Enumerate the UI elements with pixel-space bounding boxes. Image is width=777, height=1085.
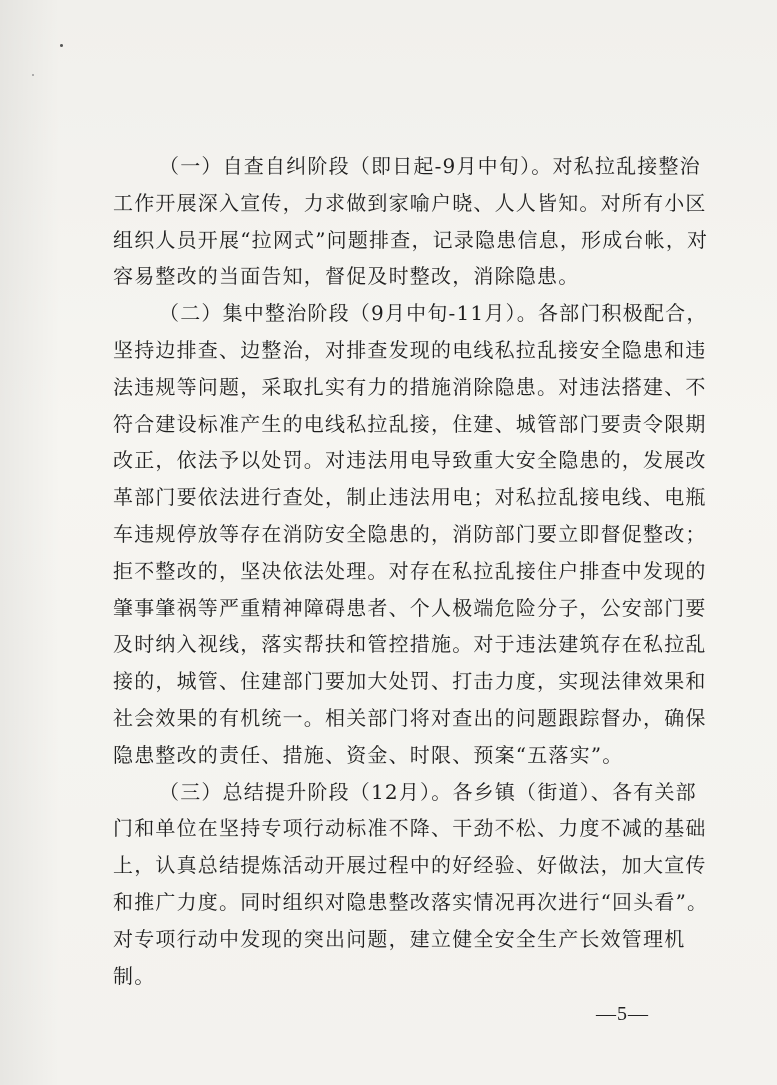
text-line: 上，认真总结提炼活动开展过程中的好经验、好做法，加大宣传 [113,853,707,878]
text-line: 拒不整改的，坚决依法处理。对存在私拉乱接住户排查中发现的 [113,558,707,583]
text-line: 法违规等问题，采取扎实有力的措施消除隐患。对违法搭建、不 [113,374,707,399]
text-line: 门和单位在坚持专项行动标准不降、干劲不松、力度不减的基础 [113,816,707,841]
text-line: 肇事肇祸等严重精神障碍患者、个人极端危险分子，公安部门要 [113,595,707,620]
text-line: 革部门要依法进行查处，制止违法用电；对私拉乱接电线、电瓶 [113,485,707,510]
text-line: 容易整改的当面告知，督促及时整改，消除隐患。 [113,264,580,289]
text-line: （二）集中整治阶段（9月中旬-11月）。各部门积极配合， [159,301,708,326]
scan-speck [32,74,34,76]
text-line: 及时纳入视线，落实帮扶和管控措施。对于违法建筑存在私拉乱 [113,632,707,657]
text-line: 工作开展深入宣传，力求做到家喻户晓、人人皆知。对所有小区 [113,190,707,215]
text-line: 改正，依法予以处罚。对违法用电导致重大安全隐患的，发展改 [113,448,707,473]
page-number: —5— [596,1003,649,1025]
text-line: 对专项行动中发现的突出问题，建立健全安全生产长效管理机 [113,926,686,951]
text-line: 车违规停放等存在消防安全隐患的，消防部门要立即督促整改； [113,521,707,546]
text-line: 和推广力度。同时组织对隐患整改落实情况再次进行“回头看”。 [113,889,709,914]
text-line: （一）自查自纠阶段（即日起-9月中旬）。对私拉乱接整治 [159,154,701,178]
text-line: 符合建设标准产生的电线私拉乱接，住建、城管部门要责令限期 [113,411,707,436]
text-line: 坚持边排查、边整治，对排查发现的电线私拉乱接安全隐患和违 [113,337,707,362]
text-line: 组织人员开展“拉网式”问题排查，记录隐患信息，形成台帐，对 [113,227,709,252]
text-line: 接的，城管、住建部门要加大处罚、打击力度，实现法律效果和 [113,669,707,694]
text-line: 社会效果的有机统一。相关部门将对查出的问题跟踪督办，确保 [113,705,707,730]
text-line: 制。 [113,963,156,988]
scan-speck [60,44,63,47]
scan-shadow [0,0,60,1085]
text-line: （三）总结提升阶段（12月）。各乡镇（街道）、各有关部 [159,779,697,804]
body-text [113,148,709,994]
text-line: 隐患整改的责任、措施、资金、时限、预案“五落实”。 [113,742,624,767]
